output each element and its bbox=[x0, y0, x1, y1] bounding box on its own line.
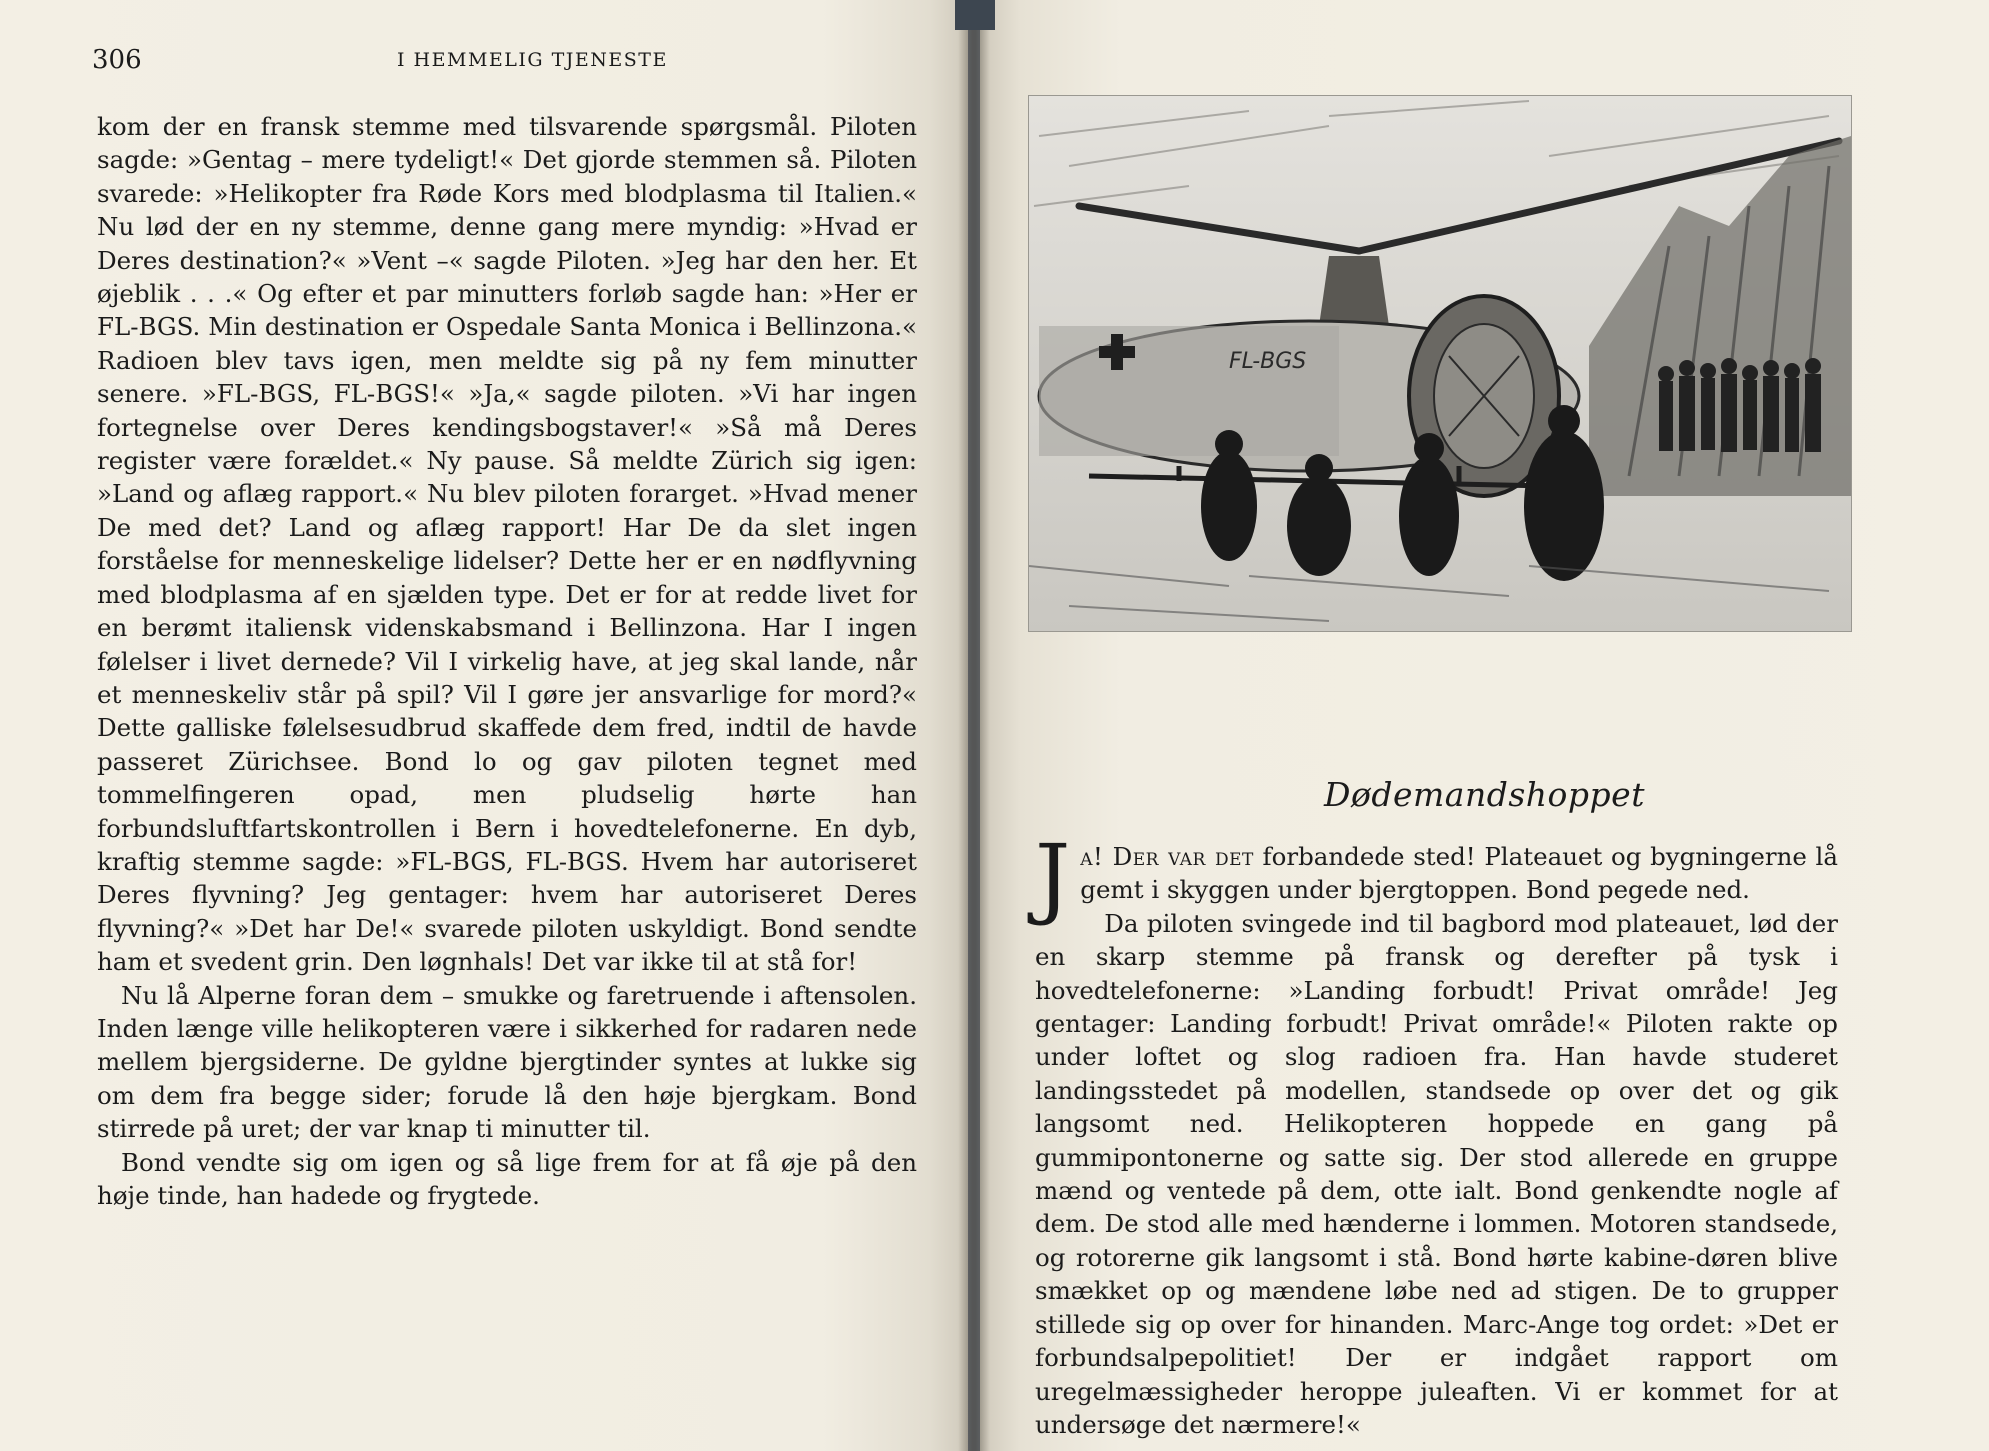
opening-paragraph bbox=[1035, 825, 1838, 928]
paragraph: Bond vendte sig om igen og så lige frem for at få øje på den høje tinde, han hadede og frygtede. bbox=[97, 1147, 917, 1210]
chapter-title: Dødemandshoppet bbox=[1324, 775, 1645, 814]
running-title: I HEMMELIG TJENESTE bbox=[397, 49, 668, 71]
drop-cap: J bbox=[1035, 825, 1071, 928]
book-spine bbox=[955, 0, 995, 30]
right-body-text bbox=[1035, 825, 1838, 1441]
book-gutter bbox=[958, 0, 990, 1451]
page-header bbox=[92, 45, 922, 85]
helicopter-sketch-icon bbox=[1029, 96, 1851, 631]
paragraph: kom der en fransk stemme med tilsvarende spørgsmål. Piloten sagde: »Gentag – mere tydeligt!« Det gjorde stemmen så. Piloten svarede: »Helikopter fra Røde Kors med blodplasma til Italien.« Nu lød der en ny stemme, denne gang mere myndig: »Hvad er Deres destination?« »Vent –« sagde Piloten. »Jeg har den her. Et øjeblik . . .« Og efter et par minutters forløb sagde han: »Her er FL-BGS. Min destination er Ospedale Santa Monica i Bellinzona.« Radioen blev tavs igen, men meldte sig på ny fem minutter senere. »FL-BGS, FL-BGS!« »Ja,« sagde piloten. »Vi har ingen fortegnelse over Deres kendingsbogstaver!« »Så må Deres register være forældet.« Ny pause. Så meldte Zürich sig igen: »Land og aflæg rapport.« Nu blev piloten forarget. »Hvad mener De med det? Land og aflæg rapport! Har De da slet ingen forståelse for menneskelige lidelser? Dette her er en nødflyvning med blodplasma af en sjælden type. Det er for at redde livet for en berømt italiensk videnskabsmand i Bellinzona. Har I ingen følelser i livet dernede? Vil I virkelig have, at jeg skal lande, når et menneskeliv står på spil? Vil I gøre jer ansvarlige for mord?« Dette galliske følelsesudbrud skaffede dem fred, indtil de havde passeret Zürichsee. Bond lo og gav piloten tegnet med tommelfingeren opad, men pludselig hørte han forbundsluftfartskontrollen i Bern i hovedtelefonerne. En dyb, kraftig stemme sagde: »FL-BGS, FL-BGS. Hvem har autoriseret Deres flyvning? Jeg gentager: hvem har autoriseret Deres flyvning?« »Det har De!« svarede piloten uskyldigt. Bond sendte ham et svedent grin. Den løgnhals! Det var ikke til at stå for! bbox=[97, 112, 917, 977]
left-page bbox=[0, 0, 968, 1451]
paragraph: Nu lå Alperne foran dem – smukke og faretruende i aftensolen. Inden længe ville helikopteren være i sikkerhed for radaren nede mellem bjergsiderne. De gyldne bjergtinder syntes at lukke sig om dem fra begge sider; forude lå den høje bjergkam. Bond stirrede på uret; der var knap ti minutter til. bbox=[97, 980, 917, 1144]
opening-text: forbandede sted! Plateauet og bygningerne lå gemt i skyggen under bjergtoppen. Bond pegede ned. bbox=[1080, 842, 1838, 905]
paragraph: Da piloten svingede ind til bagbord mod plateauet, lød der en skarp stemme på fransk og derefter på tysk i hovedtelefonerne: »Landing forbudt! Privat område! Jeg gentager: Landing forbudt! Privat område!« Piloten rakte op under loftet og slog radioen fra. Han havde studeret landingsstedet på modellen, standsede op over det og gik langsomt ned. Helikopteren hoppede en gang på gummipontonerne og satte sig. Der stod allerede en gruppe mænd og ventede på dem, otte ialt. Bond genkendte nogle af dem. De stod alle med hænderne i lommen. Motoren standsede, og rotorerne gik langsomt i stå. Bond hørte kabine-døren blive smækket op og mændene løbe ned ad stigen. De to grupper stillede sig op over for hinanden. Marc-Ange tog ordet: »Det er forbundsalpepolitiet! Der er indgået rapport om uregelmæssigheder heroppe juleaften. Vi er kommet for at undersøge det nærmere!« bbox=[1035, 908, 1838, 1439]
helicopter-illustration bbox=[1028, 95, 1852, 632]
page-number: 306 bbox=[92, 45, 142, 75]
left-body-text bbox=[97, 110, 917, 1212]
opening-smallcaps: a! Der var det bbox=[1080, 842, 1254, 871]
right-page bbox=[980, 0, 1989, 1451]
registration-mark: FL-BGS bbox=[1229, 349, 1307, 374]
